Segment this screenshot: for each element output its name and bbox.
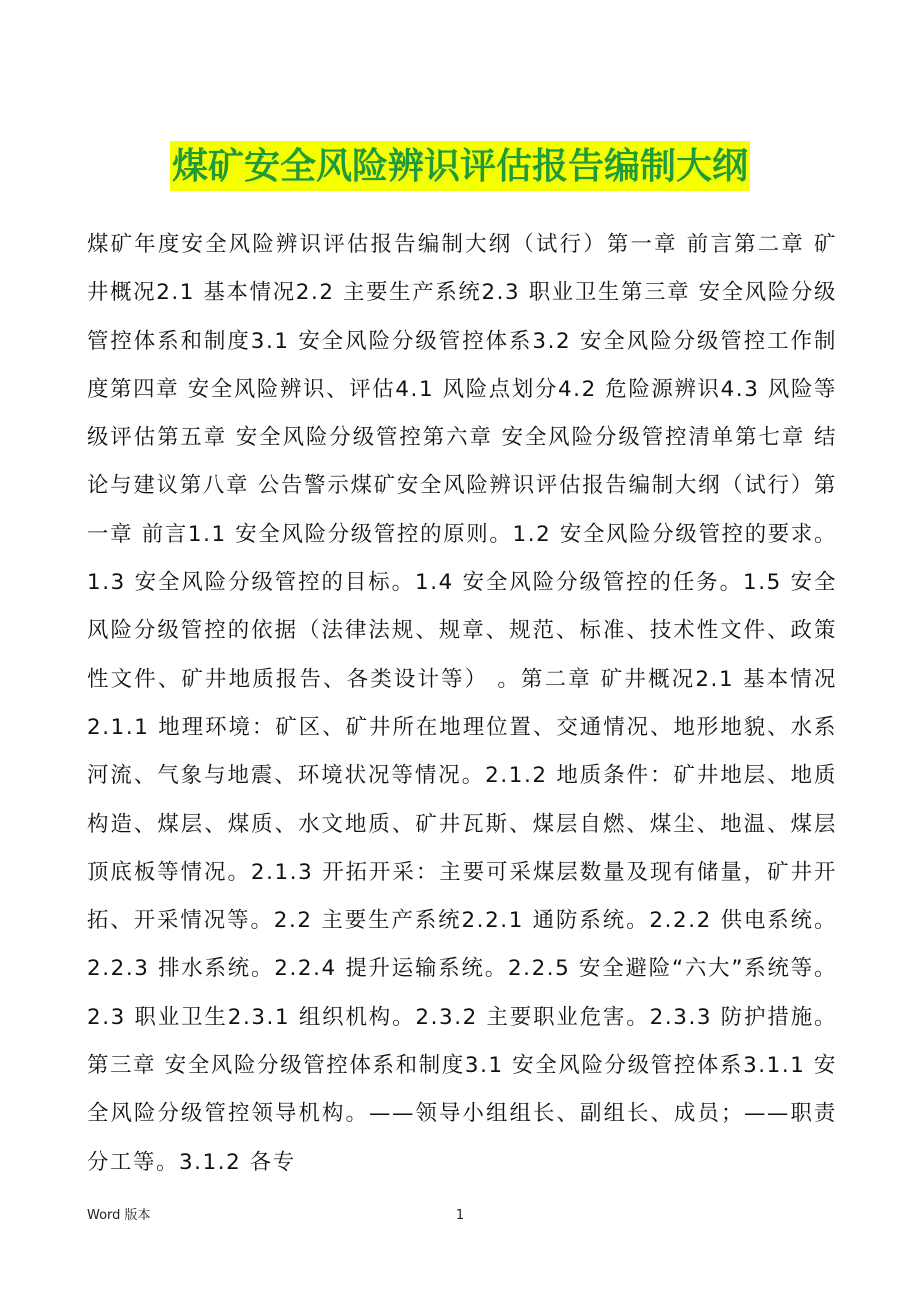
title-container bbox=[0, 141, 920, 191]
document-body: 煤矿年度安全风险辨识评估报告编制大纲（试行）第一章 前言第二章 矿井概况2.1 基本情况2.2 主要生产系统2.3 职业卫生第三章 安全风险分级管控体系和制度3.1 安全风险分级管控体系3.2 安全风险分级管控工作制度第四章 安全风险辨识、评估4.1 风险点划分4.2 危险源辨识4.3 风险等级评估第五章 安全风险分级管控第六章 安全风险分级管控清单第七章 结论与建议第八章 公告警示煤矿安全风险辨识评估报告编制大纲（试行）第一章 前言1.1 安全风险分级管控的原则。1.2 安全风险分级管控的要求。1.3 安全风险分级管控的目标。1.4 安全风险分级管控的任务。1.5 安全风险分级管控的依据（法律法规、规章、规范、标准、技术性文件、政策性文件、矿井地质报告、各类设计等） 。第二章 矿井概况2.1 基本情况2.1.1 地理环境：矿区、矿井所在地理位置、交通情况、地形地貌、水系河流、气象与地震、环境状况等情况。2.1.2 地质条件：矿井地层、地质构造、煤层、煤质、水文地质、矿井瓦斯、煤层自燃、煤尘、地温、煤层顶底板等情况。2.1.3 开拓开采：主要可采煤层数量及现有储量，矿井开拓、开采情况等。2.2 主要生产系统2.2.1 通防系统。2.2.2 供电系统。2.2.3 排水系统。2.2.4 提升运输系统。2.2.5 安全避险“六大”系统等。2.3 职业卫生2.3.1 组织机构。2.3.2 主要职业危害。2.3.3 防护措施。第三章 安全风险分级管控体系和制度3.1 安全风险分级管控体系3.1.1 安全风险分级管控领导机构。——领导小组组长、副组长、成员；——职责分工等。3.1.2 各专 bbox=[87, 232, 837, 1175]
footer-version-label: Word 版本 bbox=[87, 1208, 151, 1223]
document-title: 煤矿安全风险辨识评估报告编制大纲 bbox=[170, 141, 750, 191]
page-number: 1 bbox=[455, 1208, 465, 1223]
